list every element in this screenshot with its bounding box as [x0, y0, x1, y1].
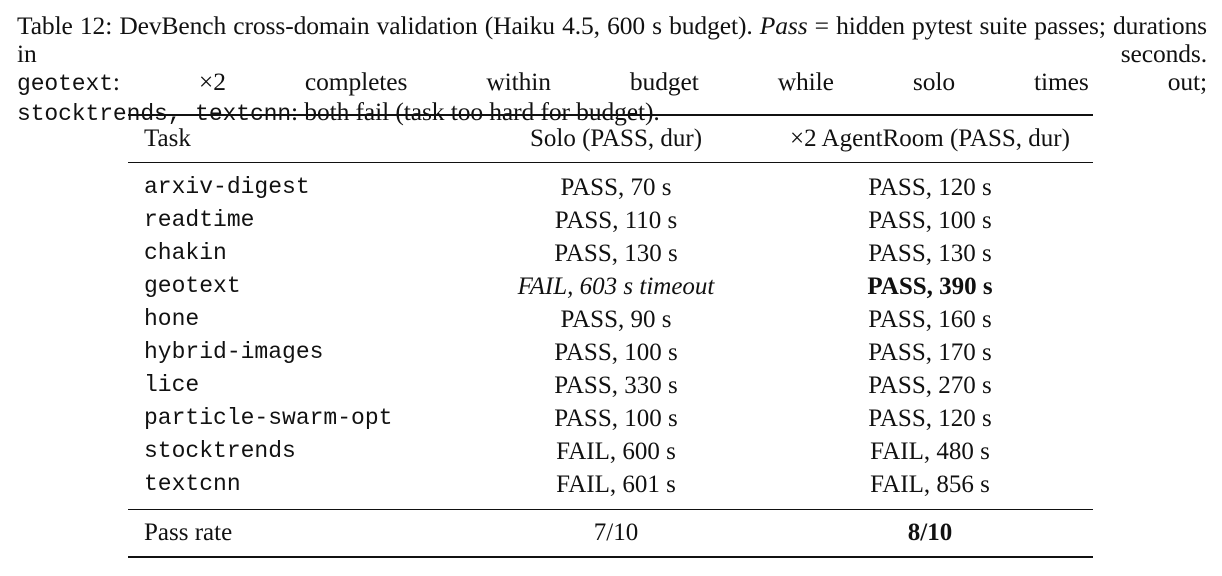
- solo-result: FAIL, 601 s: [556, 471, 676, 498]
- agentroom-result: FAIL, 480 s: [870, 438, 990, 465]
- caption-geotext-note: : ×2 completes within budget while solo times out;: [112, 67, 1207, 96]
- table-row: [128, 204, 1093, 237]
- caption-fail-note: : both fail (task too hard for budget).: [291, 97, 660, 126]
- agentroom-result: PASS, 390 s: [867, 273, 993, 300]
- pass-rate-label: Pass rate: [128, 510, 465, 558]
- agentroom-result: FAIL, 856 s: [870, 471, 990, 498]
- header-task: Task: [128, 115, 465, 163]
- task-name: textcnn: [144, 471, 241, 497]
- agentroom-result: PASS, 130 s: [868, 240, 992, 267]
- table-row: [128, 468, 1093, 510]
- task-name: stocktrends: [144, 438, 296, 464]
- solo-result: PASS, 130 s: [554, 240, 678, 267]
- task-name: arxiv-digest: [144, 174, 310, 200]
- table-row: [128, 435, 1093, 468]
- table-row: [128, 402, 1093, 435]
- table-row: [128, 163, 1093, 205]
- solo-result: PASS, 90 s: [560, 306, 672, 333]
- table-row: [128, 237, 1093, 270]
- table-caption: [17, 12, 1207, 128]
- caption-line-2: [17, 68, 1207, 98]
- agentroom-result: PASS, 270 s: [868, 372, 992, 399]
- caption-line-1: [17, 12, 1207, 68]
- agentroom-result: PASS, 120 s: [868, 174, 992, 201]
- table-row: [128, 270, 1093, 303]
- table-row: [128, 336, 1093, 369]
- solo-result: FAIL, 600 s: [556, 438, 676, 465]
- results-table: [128, 114, 1093, 558]
- header-agentroom: ×2 AgentRoom (PASS, dur): [767, 115, 1093, 163]
- header-row: [128, 115, 1093, 163]
- solo-result: PASS, 70 s: [560, 174, 672, 201]
- pass-rate-row: [128, 510, 1093, 558]
- solo-result: FAIL, 603 s timeout: [517, 273, 715, 300]
- caption-pass-term: Pass: [759, 11, 808, 40]
- table-row: [128, 369, 1093, 402]
- task-name: chakin: [144, 240, 227, 266]
- solo-result: PASS, 100 s: [554, 339, 678, 366]
- task-name: lice: [144, 372, 200, 398]
- table-row: [128, 303, 1093, 336]
- table-body: [128, 163, 1093, 510]
- task-name: particle-swarm-opt: [144, 405, 393, 431]
- solo-result: PASS, 110 s: [554, 207, 678, 234]
- task-name: hone: [144, 306, 200, 332]
- pass-rate-agentroom: 8/10: [767, 510, 1093, 558]
- agentroom-result: PASS, 100 s: [868, 207, 992, 234]
- agentroom-result: PASS, 160 s: [868, 306, 992, 333]
- task-name: hybrid-images: [144, 339, 324, 365]
- caption-geotext-code: geotext: [17, 71, 113, 97]
- task-name: geotext: [144, 273, 241, 299]
- header-solo: Solo (PASS, dur): [465, 115, 767, 163]
- task-name: readtime: [144, 207, 255, 233]
- pass-rate-solo: 7/10: [465, 510, 767, 558]
- caption-pass-definition: = hidden pytest suite passes; durations in seconds.: [17, 11, 1207, 68]
- caption-fail-codes: stocktrends, textcnn: [17, 101, 292, 127]
- solo-result: PASS, 100 s: [554, 405, 678, 432]
- solo-result: PASS, 330 s: [554, 372, 678, 399]
- agentroom-result: PASS, 120 s: [868, 405, 992, 432]
- caption-prefix: Table 12: DevBench cross-domain validation (Haiku 4.5, 600 s budget).: [17, 11, 753, 40]
- agentroom-result: PASS, 170 s: [868, 339, 992, 366]
